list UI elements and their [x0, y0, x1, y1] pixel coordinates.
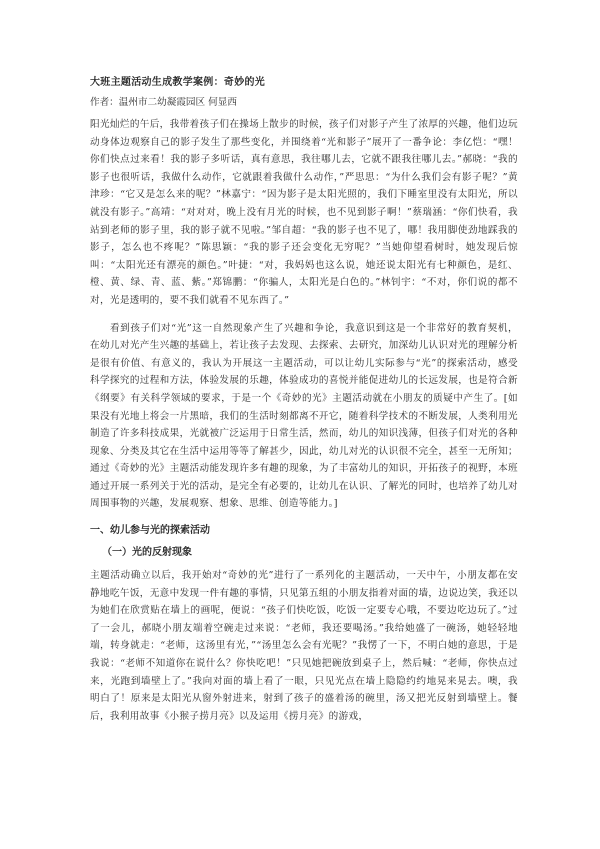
reflection-paragraph: 主题活动确立以后，我开始对“奇妙的光”进行了一系列化的主题活动，一天中午，小朋友都在安静地吃午饭，无意中发现一件有趣的事情，只见第五组的小朋友指着对面的墙，边说边笑，我还以为她们在欣赏贴在墙上的画呢，便说：“孩子们快吃饭，吃饭一定要专心哦，不要边吃边玩了。”过了一会儿，郝晓小朋友端着空碗走过来说：“老师，我还要喝汤。”我给她盛了一碗汤，她轻轻地端，转身就走：“老师，这汤里有光，”“汤里怎么会有光呢？”我愣了一下，不明白她的意思，于是我说：“老师不知道你在说什么？你快吃吧！”只见她把碗放到桌子上，然后喊：“老师，你快点过来，光跑到墙壁上了。”我向对面的墙上看了一眼，只见光点在墙上隐隐约约地晃来晃去。噢，我明白了！原来是太阳光从窗外射进来，射到了孩子的盛着汤的碗里，汤又把光反射到墙壁上。餐后，我利用故事《小猴子捞月亮》以及运用《捞月亮》的游戏， — [90, 570, 518, 722]
document-page — [90, 76, 518, 725]
section-heading: 一、幼儿参与光的探索活动 — [90, 525, 210, 537]
paragraph-gap — [90, 310, 518, 320]
subsection-heading: （一）光的反射现象 — [102, 547, 192, 559]
intro-paragraph: 阳光灿烂的午后，我带着孩子们在操场上散步的时候，孩子们对影子产生了浓厚的兴趣，他们边玩动身体边观察自己的影子发生了那些变化，并围绕着“光和影子”展开了一番争论：李亿恺：“嘿！你们快点过来看！我的影子多听话，真有意思，我往哪儿去，它就不跟我往哪儿去。”郝晓：“我的影子也很听话，我做什么动作，它就跟着我做什么动作，”严思思：“为什么我们会有影子呢？”黄津珍：“它又是怎么来的呢？”林嘉宁：“因为影子是太阳光照的，我们下睡室里没有太阳光，所以就没有影子。”高靖：“对对对，晚上没有月光的时候，也不见到影子啊！”蔡瑞涵：“你们快看，我站到老师的影子里，我的影子就不见啦。”邹自超：“我的影子也不见了，哪！我用脚使劲地踩我的影子，怎么也不疼呢？”陈思颖：“我的影子还会变化无穷呢？”当她仰望看树时，她发现后惊叫：“太阳光还有漂亮的颜色。”叶捷：“对，我妈妈也这么说，她还说太阳光有七种颜色，是红、橙、黄、绿、青、蓝、紫。”郑锦鹏：“你骗人，太阳光是白色的。”林钊宇：“不对，你们说的都不对，光是透明的，要不我们就看不见东西了。” — [90, 119, 518, 306]
motivation-paragraph: 看到孩子们对“光”这一自然现象产生了兴趣和争论，我意识到这是一个非常好的教育契机，在幼儿对光产生兴趣的基础上，若让孩子去发现、去探索、去研究，加深幼儿认识对光的理解分析是很有价值、有意义的，我认为开展这一主题活动，可以让幼儿实际参与“光”的探索活动，感受科学探究的过程和方法，体验发展的乐趣，体验成功的喜悦并能促进幼儿的长远发展，也是符合新《纲要》有关科学领域的要求，于是一个《奇妙的光》主题活动就在小朋友的质疑中产生了。[如果没有光地上将会一片黑暗，我们的生活时刻都离不开它，随着科学技术的不断发展，人类利用光制造了许多科技成果，光就被广泛运用于日常生活，然而，幼儿的知识浅薄，但孩子们对光的各种现象、分类及其它在生活中运用等等了解甚少，因此，幼儿对光的认识很不完全，甚至一无所知；通过《奇妙的光》主题活动能发现许多有趣的现象，为了丰富幼儿的知识，开拓孩子的视野，本班通过开展一系列关于光的活动，是完全有必要的，让幼儿在认识、了解光的同时，也培养了幼儿对周围事物的兴趣，发展观察、想象、思维、创造等能力。] — [90, 322, 518, 510]
document-title: 大班主题活动生成教学案例：奇妙的光 — [90, 77, 266, 88]
document-author: 作者：温州市二幼凝霞园区 何显西 — [90, 97, 237, 108]
